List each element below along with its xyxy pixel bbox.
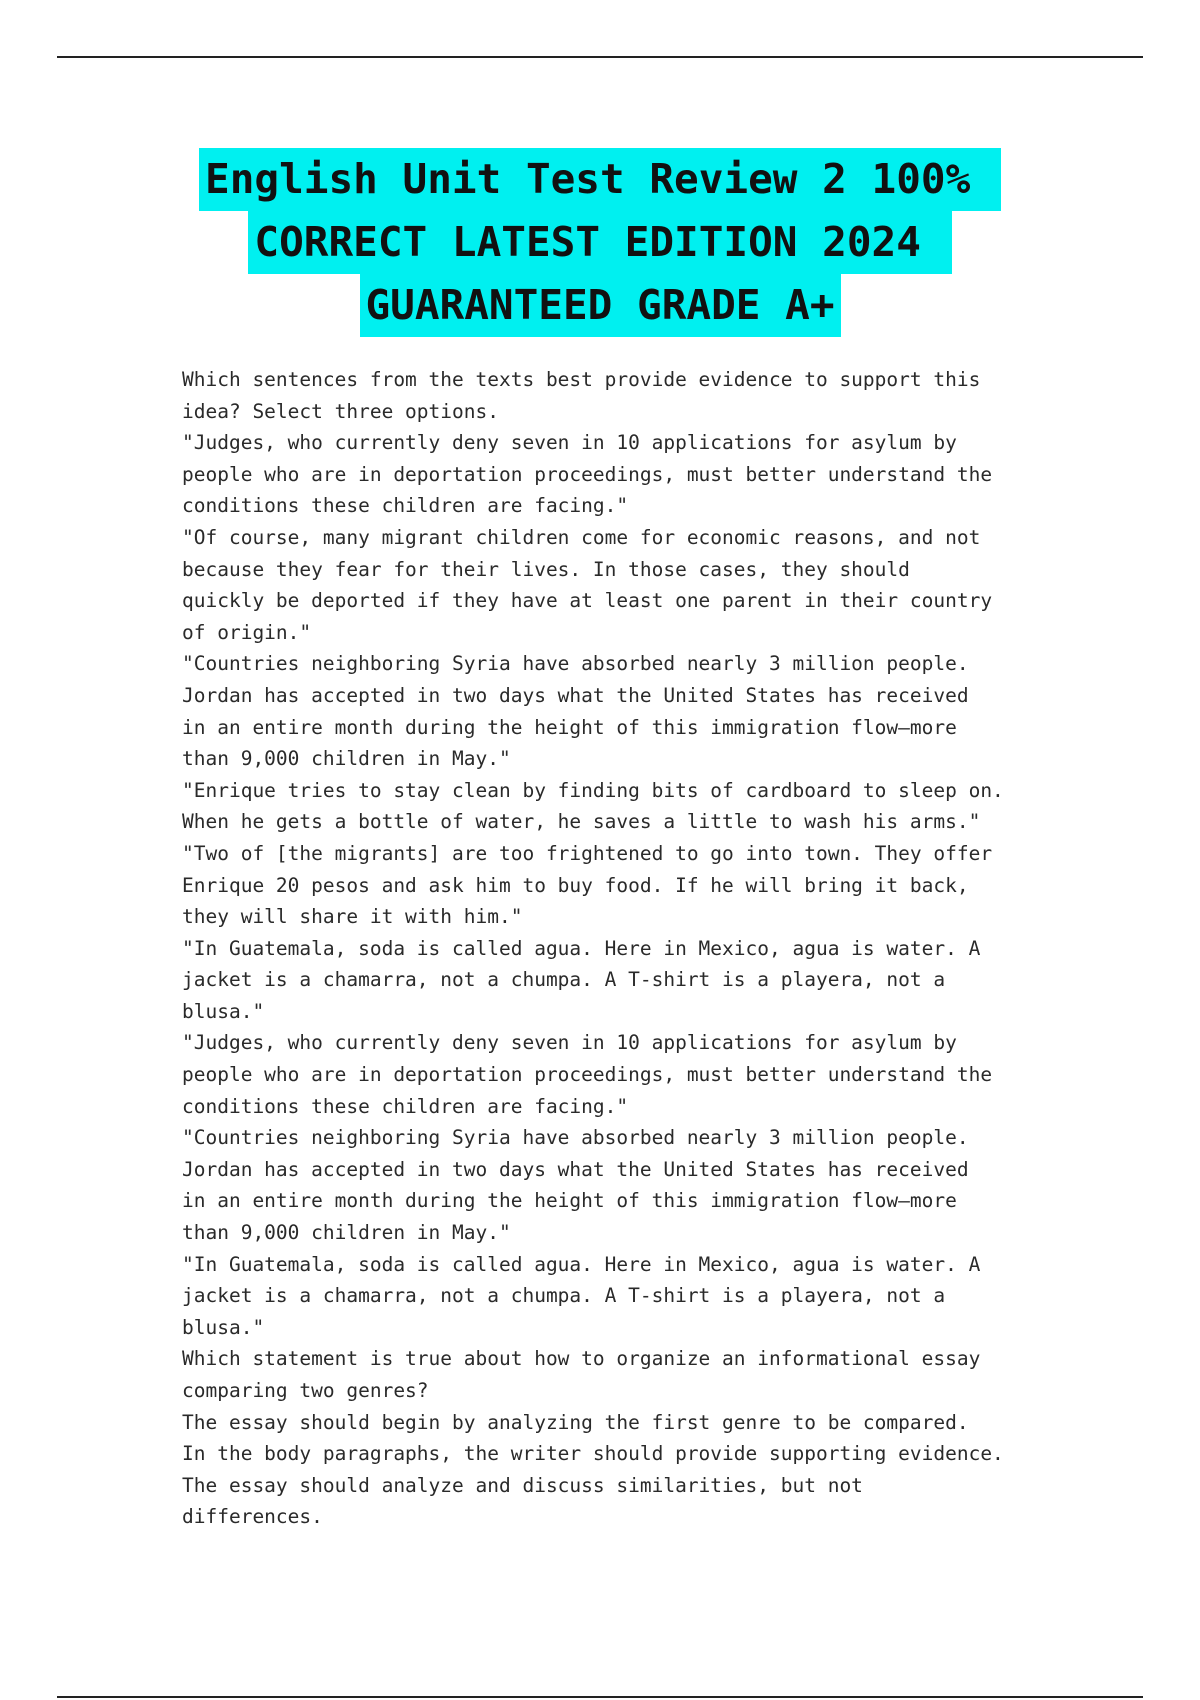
text-line: jacket is a chamarra, not a chumpa. A T-shirt is a playera, not a xyxy=(182,1284,946,1308)
text-line: "Judges, who currently deny seven in 10 applications for asylum by xyxy=(182,431,957,455)
text-line: The essay should analyze and discuss similarities, but not xyxy=(182,1473,863,1497)
text-line: jacket is a chamarra, not a chumpa. A T-shirt is a playera, not a xyxy=(182,968,946,992)
text-line: because they fear for their lives. In those cases, they should xyxy=(182,557,910,581)
text-line: "In Guatemala, soda is called agua. Here in Mexico, agua is water. A xyxy=(182,1252,981,1276)
title-line xyxy=(0,274,1200,337)
text-line: idea? Select three options. xyxy=(182,399,499,423)
text-line: "Of course, many migrant children come for economic reasons, and not xyxy=(182,525,981,549)
text-line: people who are in deportation proceedings, must better understand the xyxy=(182,462,993,486)
text-line: of origin." xyxy=(182,620,312,644)
title-line-text: English Unit Test Review 2 100% xyxy=(199,148,1001,211)
text-line: blusa." xyxy=(182,1315,265,1339)
document-body xyxy=(182,364,1082,1533)
text-line: Which statement is true about how to organize an informational essay xyxy=(182,1347,981,1371)
text-line: they will share it with him." xyxy=(182,905,523,929)
text-line: quickly be deported if they have at least one parent in their country xyxy=(182,589,993,613)
text-line: comparing two genres? xyxy=(182,1379,429,1402)
footer-rule xyxy=(57,1696,1143,1698)
text-line: in an entire month during the height of this immigration flow—more xyxy=(182,715,957,739)
title-line-text: GUARANTEED GRADE A+ xyxy=(360,274,841,337)
text-line: "Two of [the migrants] are too frightened to go into town. They offer xyxy=(182,841,993,865)
document-title xyxy=(0,148,1200,337)
text-line: "Judges, who currently deny seven in 10 applications for asylum by xyxy=(182,1031,957,1055)
text-line: conditions these children are facing." xyxy=(182,494,629,518)
text-line: "Enrique tries to stay clean by finding bits of cardboard to sleep on. xyxy=(182,778,1004,802)
header-rule xyxy=(57,56,1143,58)
text-line: blusa." xyxy=(182,999,265,1023)
title-line-text: CORRECT LATEST EDITION 2024 xyxy=(248,211,951,274)
title-line xyxy=(0,148,1200,211)
text-line: Enrique 20 pesos and ask him to buy food. If he will bring it back, xyxy=(182,873,969,897)
text-line: In the body paragraphs, the writer should provide supporting evidence. xyxy=(182,1442,1004,1466)
text-line: in an entire month during the height of this immigration flow—more xyxy=(182,1189,957,1213)
text-line: differences. xyxy=(182,1505,323,1529)
text-line: "In Guatemala, soda is called agua. Here in Mexico, agua is water. A xyxy=(182,936,981,960)
text-line: Jordan has accepted in two days what the United States has received xyxy=(182,683,969,707)
text-line: "Countries neighboring Syria have absorbed nearly 3 million people. xyxy=(182,1126,969,1150)
text-line: people who are in deportation proceedings, must better understand the xyxy=(182,1063,993,1087)
text-line: conditions these children are facing." xyxy=(182,1094,629,1118)
text-line: When he gets a bottle of water, he saves a little to wash his arms." xyxy=(182,810,981,834)
text-line: Which sentences from the texts best provide evidence to support this xyxy=(182,368,981,391)
text-line: "Countries neighboring Syria have absorbed nearly 3 million people. xyxy=(182,652,969,676)
text-line: The essay should begin by analyzing the first genre to be compared. xyxy=(182,1410,969,1434)
title-line xyxy=(0,211,1200,274)
text-line: than 9,000 children in May." xyxy=(182,1221,511,1245)
text-line: Jordan has accepted in two days what the United States has received xyxy=(182,1157,969,1181)
text-line: than 9,000 children in May." xyxy=(182,747,511,771)
